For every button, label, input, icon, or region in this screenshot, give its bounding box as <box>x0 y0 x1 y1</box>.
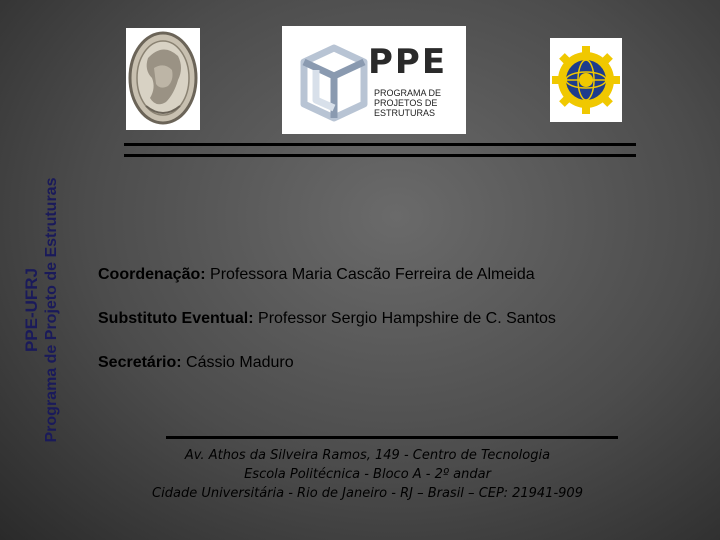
address-line-2: Escola Politécnica - Bloco A - 2º andar <box>244 467 491 482</box>
coordinator-role: Coordenação: <box>98 266 206 283</box>
ppe-wordmark: PPE <box>368 42 448 82</box>
divider-bottom <box>166 436 618 439</box>
ppe-subtitle: PROGRAMA DE PROJETOS DE ESTRUTURAS <box>374 88 442 118</box>
side-title-line1: PPE-UFRJ <box>22 267 41 353</box>
side-title <box>22 130 62 490</box>
address-block <box>140 446 595 503</box>
divider-top-2 <box>124 154 636 157</box>
secretary-name: Cássio Maduro <box>186 354 294 371</box>
substitute-name: Professor Sergio Hampshire de C. Santos <box>258 310 556 327</box>
ufrj-logo <box>126 28 200 130</box>
coordinator-line <box>98 266 535 284</box>
divider-top-1 <box>124 143 636 146</box>
side-title-line2: Programa de Projeto de Estruturas <box>43 177 60 443</box>
seal-logo <box>550 38 622 122</box>
substitute-role: Substituto Eventual: <box>98 310 254 327</box>
address-line-3: Cidade Universitária - Rio de Janeiro - RJ – Brasil – CEP: 21941-909 <box>152 486 583 501</box>
coordinator-name: Professora Maria Cascão Ferreira de Almeida <box>210 266 535 283</box>
ppe-logo <box>282 26 466 134</box>
substitute-line <box>98 310 556 328</box>
secretary-line <box>98 354 294 372</box>
cube-icon <box>290 30 374 130</box>
secretary-role: Secretário: <box>98 354 182 371</box>
address-line-1: Av. Athos da Silveira Ramos, 149 - Centro de Tecnologia <box>184 448 551 463</box>
